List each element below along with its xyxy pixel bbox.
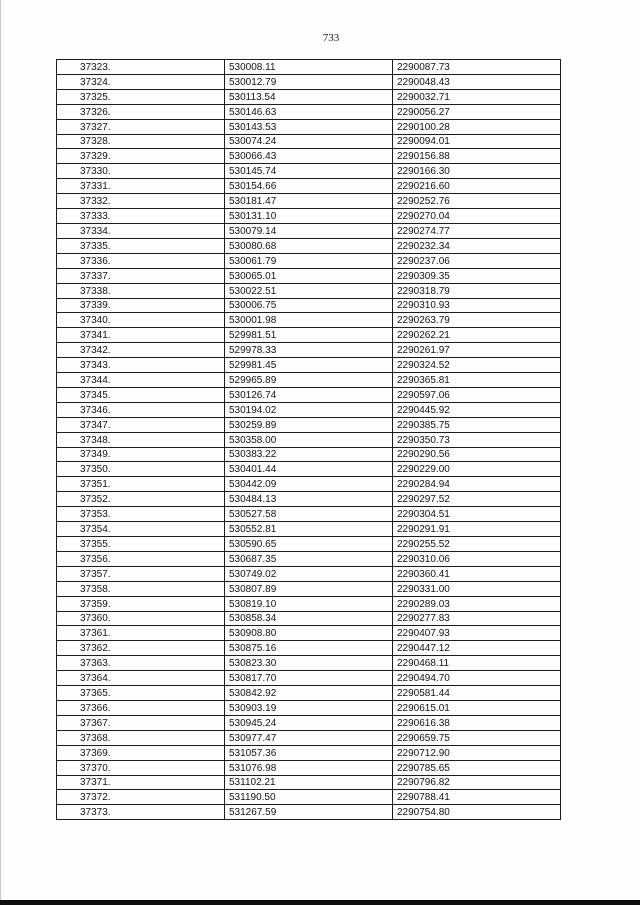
table-row: [57, 641, 561, 656]
cell-value-2: 2290094.01: [393, 134, 561, 149]
cell-value-1: 531267.59: [225, 805, 393, 820]
cell-id: 37345.: [57, 387, 225, 402]
cell-value-2: 2290289.03: [393, 596, 561, 611]
cell-value-2: 2290304.51: [393, 507, 561, 522]
table-row: [57, 671, 561, 686]
cell-value-2: 2290796.82: [393, 775, 561, 790]
cell-id: 37332.: [57, 194, 225, 209]
cell-value-2: 2290156.88: [393, 149, 561, 164]
cell-id: 37361.: [57, 626, 225, 641]
table-row: [57, 656, 561, 671]
cell-value-2: 2290350.73: [393, 432, 561, 447]
table-row: [57, 700, 561, 715]
table-row: [57, 253, 561, 268]
cell-id: 37328.: [57, 134, 225, 149]
table-row: [57, 74, 561, 89]
cell-value-1: 530749.02: [225, 566, 393, 581]
cell-value-1: 530126.74: [225, 387, 393, 402]
cell-value-2: 2290754.80: [393, 805, 561, 820]
cell-id: 37348.: [57, 432, 225, 447]
cell-value-2: 2290270.04: [393, 209, 561, 224]
table-row: [57, 298, 561, 313]
cell-value-1: 529978.33: [225, 343, 393, 358]
cell-value-1: 530079.14: [225, 223, 393, 238]
table-row: [57, 387, 561, 402]
cell-value-2: 2290785.65: [393, 760, 561, 775]
table-row: [57, 551, 561, 566]
cell-value-2: 2290284.94: [393, 477, 561, 492]
scan-edge-left: [0, 0, 1, 900]
table-row: [57, 402, 561, 417]
cell-id: 37363.: [57, 656, 225, 671]
table-row: [57, 417, 561, 432]
cell-value-1: 531057.36: [225, 745, 393, 760]
table-row: [57, 60, 561, 75]
cell-value-1: 530145.74: [225, 164, 393, 179]
cell-value-2: 2290252.76: [393, 194, 561, 209]
table-row: [57, 149, 561, 164]
cell-value-1: 530858.34: [225, 611, 393, 626]
cell-value-2: 2290309.35: [393, 268, 561, 283]
table-body: [57, 60, 561, 820]
table-row: [57, 358, 561, 373]
cell-id: 37350.: [57, 462, 225, 477]
cell-id: 37334.: [57, 223, 225, 238]
coordinates-table: [56, 59, 561, 820]
cell-value-1: 530008.11: [225, 60, 393, 75]
cell-value-1: 529981.51: [225, 328, 393, 343]
cell-value-1: 530006.75: [225, 298, 393, 313]
cell-id: 37371.: [57, 775, 225, 790]
cell-id: 37368.: [57, 730, 225, 745]
table-row: [57, 462, 561, 477]
cell-value-2: 2290581.44: [393, 686, 561, 701]
cell-id: 37344.: [57, 373, 225, 388]
table-row: [57, 507, 561, 522]
cell-id: 37342.: [57, 343, 225, 358]
cell-value-1: 530113.54: [225, 89, 393, 104]
cell-id: 37329.: [57, 149, 225, 164]
table-row: [57, 537, 561, 552]
cell-value-1: 530143.53: [225, 119, 393, 134]
cell-value-1: 530080.68: [225, 238, 393, 253]
cell-id: 37349.: [57, 447, 225, 462]
table-row: [57, 805, 561, 820]
table-row: [57, 89, 561, 104]
table-row: [57, 164, 561, 179]
cell-value-1: 530817.70: [225, 671, 393, 686]
cell-value-2: 2290310.06: [393, 551, 561, 566]
table-row: [57, 313, 561, 328]
cell-value-2: 2290166.30: [393, 164, 561, 179]
cell-value-2: 2290263.79: [393, 313, 561, 328]
table-row: [57, 581, 561, 596]
cell-value-2: 2290447.12: [393, 641, 561, 656]
cell-value-2: 2290468.11: [393, 656, 561, 671]
cell-id: 37336.: [57, 253, 225, 268]
cell-value-1: 530012.79: [225, 74, 393, 89]
cell-value-1: 529965.89: [225, 373, 393, 388]
table-row: [57, 745, 561, 760]
table-row: [57, 373, 561, 388]
cell-value-1: 530908.80: [225, 626, 393, 641]
cell-id: 37338.: [57, 283, 225, 298]
cell-value-2: 2290385.75: [393, 417, 561, 432]
cell-id: 37323.: [57, 60, 225, 75]
cell-value-1: 531190.50: [225, 790, 393, 805]
cell-value-2: 2290445.92: [393, 402, 561, 417]
cell-value-2: 2290261.97: [393, 343, 561, 358]
cell-value-2: 2290616.38: [393, 715, 561, 730]
cell-value-1: 530903.19: [225, 700, 393, 715]
cell-value-1: 530842.92: [225, 686, 393, 701]
cell-value-2: 2290318.79: [393, 283, 561, 298]
cell-value-2: 2290494.70: [393, 671, 561, 686]
table-row: [57, 194, 561, 209]
cell-id: 37339.: [57, 298, 225, 313]
table-row: [57, 715, 561, 730]
cell-value-1: 531076.98: [225, 760, 393, 775]
cell-value-2: 2290407.93: [393, 626, 561, 641]
table-row: [57, 283, 561, 298]
cell-id: 37335.: [57, 238, 225, 253]
cell-id: 37356.: [57, 551, 225, 566]
table-row: [57, 432, 561, 447]
cell-id: 37366.: [57, 700, 225, 715]
cell-id: 37351.: [57, 477, 225, 492]
cell-id: 37346.: [57, 402, 225, 417]
table-row: [57, 268, 561, 283]
scan-edge-bottom: [0, 900, 640, 905]
cell-value-2: 2290216.60: [393, 179, 561, 194]
table-row: [57, 730, 561, 745]
table-row: [57, 328, 561, 343]
cell-id: 37358.: [57, 581, 225, 596]
cell-value-2: 2290056.27: [393, 104, 561, 119]
cell-value-1: 530194.02: [225, 402, 393, 417]
cell-id: 37330.: [57, 164, 225, 179]
cell-id: 37324.: [57, 74, 225, 89]
cell-value-2: 2290291.91: [393, 522, 561, 537]
cell-value-1: 530590.65: [225, 537, 393, 552]
page-number: 733: [322, 32, 340, 44]
table-row: [57, 686, 561, 701]
table-row: [57, 760, 561, 775]
cell-value-2: 2290255.52: [393, 537, 561, 552]
cell-value-2: 2290597.06: [393, 387, 561, 402]
cell-value-1: 530875.16: [225, 641, 393, 656]
cell-id: 37355.: [57, 537, 225, 552]
cell-id: 37326.: [57, 104, 225, 119]
cell-value-1: 530061.79: [225, 253, 393, 268]
cell-value-1: 530823.30: [225, 656, 393, 671]
cell-value-2: 2290100.28: [393, 119, 561, 134]
cell-value-2: 2290087.73: [393, 60, 561, 75]
cell-id: 37341.: [57, 328, 225, 343]
table-row: [57, 447, 561, 462]
cell-value-1: 530552.81: [225, 522, 393, 537]
table-row: [57, 566, 561, 581]
cell-value-2: 2290615.01: [393, 700, 561, 715]
cell-id: 37359.: [57, 596, 225, 611]
cell-value-2: 2290360.41: [393, 566, 561, 581]
table-row: [57, 522, 561, 537]
table-row: [57, 611, 561, 626]
cell-value-1: 530807.89: [225, 581, 393, 596]
cell-value-2: 2290274.77: [393, 223, 561, 238]
table-row: [57, 477, 561, 492]
cell-id: 37369.: [57, 745, 225, 760]
cell-value-1: 530977.47: [225, 730, 393, 745]
cell-value-1: 531102.21: [225, 775, 393, 790]
cell-id: 37370.: [57, 760, 225, 775]
cell-value-2: 2290324.52: [393, 358, 561, 373]
cell-value-1: 530945.24: [225, 715, 393, 730]
cell-value-2: 2290277.83: [393, 611, 561, 626]
cell-value-2: 2290712.90: [393, 745, 561, 760]
cell-value-1: 530066.43: [225, 149, 393, 164]
cell-value-1: 530065.01: [225, 268, 393, 283]
table-row: [57, 119, 561, 134]
cell-value-2: 2290365.81: [393, 373, 561, 388]
cell-id: 37373.: [57, 805, 225, 820]
cell-value-2: 2290262.21: [393, 328, 561, 343]
table-row: [57, 104, 561, 119]
cell-id: 37331.: [57, 179, 225, 194]
cell-id: 37325.: [57, 89, 225, 104]
cell-value-2: 2290232.34: [393, 238, 561, 253]
cell-value-2: 2290297.52: [393, 492, 561, 507]
cell-id: 37362.: [57, 641, 225, 656]
cell-id: 37353.: [57, 507, 225, 522]
cell-id: 37367.: [57, 715, 225, 730]
cell-value-1: 530442.09: [225, 477, 393, 492]
cell-value-1: 530146.63: [225, 104, 393, 119]
cell-id: 37337.: [57, 268, 225, 283]
cell-value-1: 530484.13: [225, 492, 393, 507]
cell-id: 37347.: [57, 417, 225, 432]
cell-value-2: 2290290.56: [393, 447, 561, 462]
table-row: [57, 238, 561, 253]
cell-value-1: 530074.24: [225, 134, 393, 149]
cell-value-1: 530181.47: [225, 194, 393, 209]
cell-id: 37343.: [57, 358, 225, 373]
cell-value-1: 529981.45: [225, 358, 393, 373]
table-row: [57, 596, 561, 611]
cell-id: 37360.: [57, 611, 225, 626]
cell-value-2: 2290659.75: [393, 730, 561, 745]
cell-value-1: 530131.10: [225, 209, 393, 224]
cell-value-2: 2290331.00: [393, 581, 561, 596]
cell-value-1: 530687.35: [225, 551, 393, 566]
table-row: [57, 492, 561, 507]
cell-id: 37354.: [57, 522, 225, 537]
cell-value-2: 2290048.43: [393, 74, 561, 89]
table-row: [57, 134, 561, 149]
table-row: [57, 223, 561, 238]
cell-value-1: 530022.51: [225, 283, 393, 298]
table-row: [57, 626, 561, 641]
cell-value-1: 530358.00: [225, 432, 393, 447]
cell-value-2: 2290032.71: [393, 89, 561, 104]
cell-value-1: 530154.66: [225, 179, 393, 194]
cell-value-2: 2290310.93: [393, 298, 561, 313]
table-row: [57, 209, 561, 224]
table-row: [57, 179, 561, 194]
cell-id: 37372.: [57, 790, 225, 805]
cell-value-1: 530001.98: [225, 313, 393, 328]
table-row: [57, 343, 561, 358]
cell-id: 37357.: [57, 566, 225, 581]
cell-value-1: 530383.22: [225, 447, 393, 462]
cell-value-1: 530819.10: [225, 596, 393, 611]
cell-id: 37327.: [57, 119, 225, 134]
cell-id: 37333.: [57, 209, 225, 224]
cell-value-2: 2290788.41: [393, 790, 561, 805]
cell-id: 37364.: [57, 671, 225, 686]
cell-value-1: 530527.58: [225, 507, 393, 522]
cell-id: 37340.: [57, 313, 225, 328]
cell-id: 37352.: [57, 492, 225, 507]
cell-value-1: 530401.44: [225, 462, 393, 477]
cell-value-1: 530259.89: [225, 417, 393, 432]
cell-value-2: 2290229.00: [393, 462, 561, 477]
table-row: [57, 775, 561, 790]
table-row: [57, 790, 561, 805]
cell-value-2: 2290237.06: [393, 253, 561, 268]
cell-id: 37365.: [57, 686, 225, 701]
